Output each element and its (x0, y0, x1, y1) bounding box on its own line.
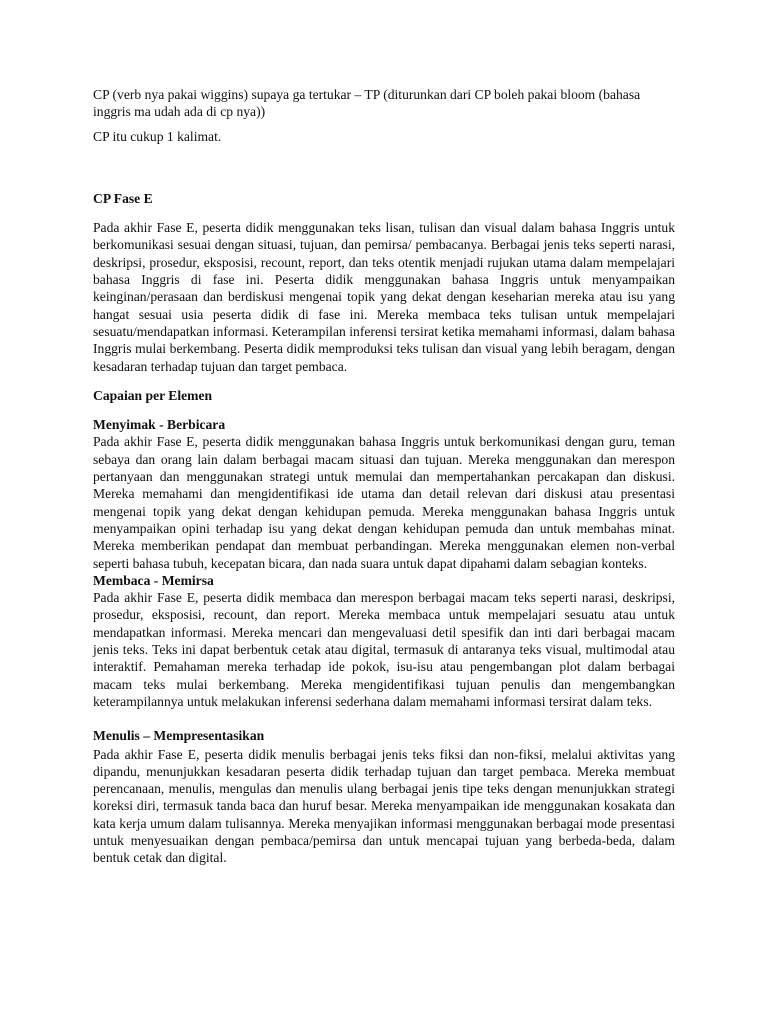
note-line-cp-tp: CP (verb nya pakai wiggins) supaya ga tertukar – TP (diturunkan dari CP boleh pakai bloom (bahasa inggris ma udah ada di cp nya)) (93, 87, 641, 120)
section-spacer (93, 154, 675, 190)
capaian-per-elemen-heading: Capaian per Elemen (93, 387, 213, 403)
section-heading-menulis-mempresentasikan: Menulis – Mempresentasikan (93, 728, 265, 744)
section-heading-membaca-memirsa: Membaca - Memirsa (93, 572, 214, 588)
note-line-cp-sentence: CP itu cukup 1 kalimat. (93, 128, 222, 144)
section-body-membaca-memirsa: Pada akhir Fase E, peserta didik membaca dan merespon berbagai macam teks seperti narasi, deskripsi, prosedur, eksposisi, recount, dan report. Mereka membaca untuk mempelajari sesuatu atau untuk mendapatkan informasi. Mereka mencari dan mengevaluasi detil spesifik dan inti dari berbagai macam jenis teks. Teks ini dapat berbentuk cetak atau digital, termasuk di antaranya teks visual, multimodal atau interaktif. Pemahaman mereka terhadap ide pokok, isu-isu atau pengembangan plot dalam berbagai macam teks mulai berkembang. Mereka mengidentifikasi tujuan penulis dan mengembangkan keterampilannya untuk melakukan inferensi sederhana dalam memahami informasi tersirat dalam teks. (93, 590, 675, 709)
section-heading-menyimak-berbicara: Menyimak - Berbicara (93, 417, 226, 433)
cp-fase-e-paragraph: Pada akhir Fase E, peserta didik menggunakan teks lisan, tulisan dan visual dalam bahasa Inggris untuk berkomunikasi sesuai dengan situasi, tujuan, dan pemirsa/ pembacanya. Berbagai jenis teks seperti narasi, deskripsi, prosedur, eksposisi, recount, report, dan teks otentik menjadi rujukan utama dalam mempelajari bahasa Inggris di fase ini. Peserta didik menggunakan bahasa Inggris untuk menyampaikan keinginan/perasaan dan berdiskusi mengenai topik yang dekat dengan keseharian mereka atau isu yang hangat sesuai usia peserta didik di fase ini. Mereka membaca teks tulisan untuk mempelajari sesuatu/mendapatkan informasi. Keterampilan inferensi tersirat ketika memahami informasi, dalam bahasa Inggris mulai berkembang. Peserta didik memproduksi teks tulisan dan visual yang lebih beragam, dengan kesadaran terhadap tujuan dan target pembaca. (93, 220, 675, 374)
section-body-menyimak-berbicara: Pada akhir Fase E, peserta didik menggunakan bahasa Inggris untuk berkomunikasi dengan guru, teman sebaya dan orang lain dalam berbagai macam situasi dan tujuan. Mereka menggunakan dan merespon pertanyaan dan menggunakan strategi untuk memulai dan mempertahankan percakapan dan diskusi. Mereka memahami dan mengidentifikasi ide utama dan detail relevan dari diskusi atau presentasi mengenai topik yang dekat dengan kehidupan pemuda. Mereka menggunakan bahasa Inggris untuk menyampaikan opini terhadap isu yang dekat dengan kehidupan pemuda dan untuk membahas minat. Mereka memberikan pendapat dan membuat perbandingan. Mereka menggunakan elemen non-verbal seperti bahasa tubuh, kecepatan bicara, dan nada suara untuk dapat dipahami dalam sebagian konteks. (93, 434, 675, 571)
cp-fase-e-heading: CP Fase E (93, 190, 153, 206)
section-body-menulis-mempresentasikan: Pada akhir Fase E, peserta didik menulis berbagai jenis teks fiksi dan non-fiksi, melalui aktivitas yang dipandu, menunjukkan kesadaran peserta didik terhadap tujuan dan target pembaca. Mereka membuat perencanaan, menulis, mengulas dan menulis ulang berbagai jenis tipe teks dengan menunjukkan strategi koreksi diri, termasuk tanda baca dan huruf besar. Mereka menyampaikan ide menggunakan kosakata dan kata kerja umum dalam tulisannya. Mereka menyajikan informasi menggunakan berbagai mode presentasi untuk menyesuaikan dengan pembaca/pemirsa dan untuk mencapai tujuan yang berbeda-beda, dalam bentuk cetak dan digital. (93, 746, 675, 866)
document-content (93, 86, 675, 867)
